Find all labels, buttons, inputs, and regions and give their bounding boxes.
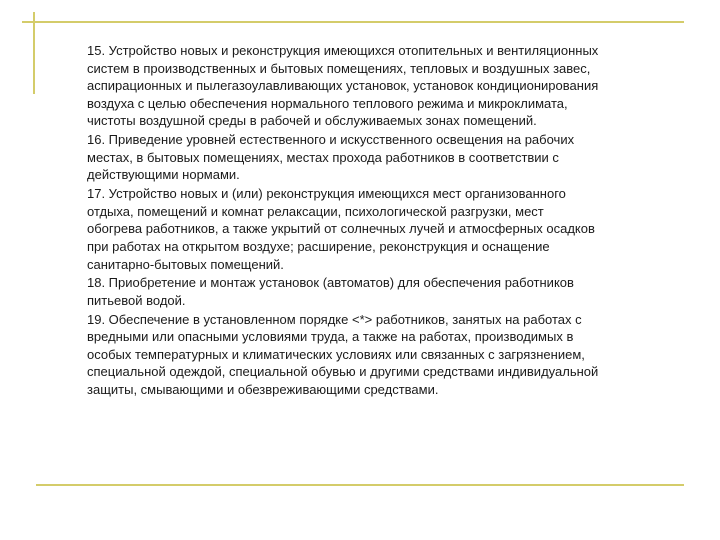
decorative-vertical-line: [33, 12, 35, 94]
paragraph-17: 17. Устройство новых и (или) реконструкция имеющихся мест организованного отдыха, помещений и комнат релаксации, психологической разгрузки, мест обогрева работников, а также укрытий от солнечных лучей и атмосферных осадков при работах на открытом воздухе; расширение, реконструкция и оснащение санитарно-бытовых помещений.: [87, 186, 595, 272]
slide-body: [87, 42, 687, 400]
paragraph-16: 16. Приведение уровней естественного и искусственного освещения на рабочих местах, в бытовых помещениях, местах прохода работников в соответствии с действующими нормами.: [87, 132, 575, 183]
paragraph-18: 18. Приобретение и монтаж установок (автоматов) для обеспечения работников питьевой водой.: [87, 275, 574, 308]
paragraph-19: 19. Обеспечение в установленном порядке <*> работников, занятых на работах с вредными или опасными условиями труда, а также на работах, производимых в особых температурных и климатических условиях или связанных с загрязнением, специальной одеждой, специальной обувью и другими средствами индивидуальной защиты, смывающими и обезвреживающими средствами.: [87, 311, 599, 398]
paragraph-15: 15. Устройство новых и реконструкция имеющихся отопительных и вентиляционных систем в производственных и бытовых помещениях, тепловых и воздушных завес, аспирационных и пылегазоулавливающих установок, установок кондиционирования воздуха с целью обеспечения нормального теплового режима и микроклимата, чистоты воздушной среды в рабочей и обслуживаемых зонах помещений.: [87, 43, 599, 129]
decorative-bottom-line: [36, 484, 684, 486]
decorative-top-line: [22, 21, 684, 23]
